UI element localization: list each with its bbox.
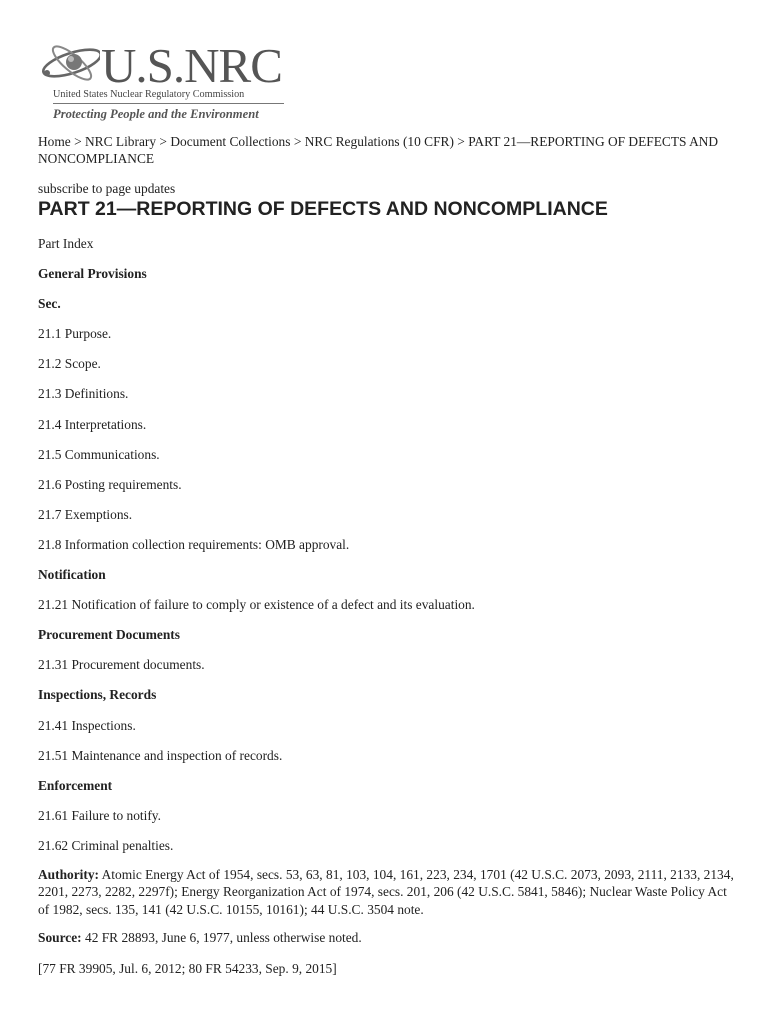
- breadcrumb: [38, 133, 738, 167]
- section-link-21-61[interactable]: 21.61 Failure to notify.: [38, 807, 161, 823]
- section-link-21-3[interactable]: 21.3 Definitions.: [38, 386, 129, 402]
- breadcrumb-document-collections[interactable]: Document Collections: [170, 134, 291, 149]
- logo-subtitle: United States Nuclear Regulatory Commission: [53, 89, 245, 100]
- heading-general-provisions: General Provisions: [38, 266, 147, 282]
- breadcrumb-separator: >: [74, 134, 82, 149]
- source-label: Source:: [38, 930, 82, 945]
- breadcrumb-current: PART 21—REPORTING OF DEFECTS AND NONCOMPLIANCE: [38, 134, 719, 166]
- section-link-21-4[interactable]: 21.4 Interpretations.: [38, 416, 147, 432]
- subscribe-link[interactable]: subscribe to page updates: [38, 181, 176, 196]
- authority-text: Atomic Energy Act of 1954, secs. 53, 63, 81, 103, 104, 161, 223, 234, 1701 (42 U.S.C. 2073, 2093, 2111, 2133, 2134, 2201, 2273, 2282, 2297f); Energy Reorganization Act of 1974, secs. 201, 206 (42 U.S.C. 5841, 5846); Nuclear Waste Policy Act of 1982, secs. 135, 141 (42 U.S.C. 10155, 10161); 44 U.S.C. 3504 note.: [38, 867, 734, 917]
- section-link-21-2[interactable]: 21.2 Scope.: [38, 356, 101, 372]
- authority-note: [38, 866, 738, 918]
- section-link-21-7[interactable]: 21.7 Exemptions.: [38, 506, 133, 522]
- authority-label: Authority:: [38, 867, 99, 882]
- heading-procurement-documents: Procurement Documents: [38, 627, 180, 643]
- section-link-21-41[interactable]: 21.41 Inspections.: [38, 717, 136, 733]
- amendments-note: [77 FR 39905, Jul. 6, 2012; 80 FR 54233, Sep. 9, 2015]: [38, 961, 337, 976]
- nrc-logo[interactable]: [38, 33, 288, 125]
- heading-enforcement: Enforcement: [38, 777, 113, 793]
- part-index-label: Part Index: [38, 236, 94, 251]
- section-link-21-5[interactable]: 21.5 Communications.: [38, 446, 160, 462]
- section-link-21-8[interactable]: 21.8 Information collection requirements: OMB approval.: [38, 536, 350, 552]
- section-link-21-1[interactable]: 21.1 Purpose.: [38, 326, 112, 342]
- breadcrumb-separator: >: [293, 134, 302, 149]
- logo-tagline: Protecting People and the Environment: [53, 107, 259, 121]
- breadcrumb-separator: >: [457, 134, 465, 149]
- breadcrumb-nrc-regulations[interactable]: NRC Regulations (10 CFR): [304, 134, 454, 149]
- part-index: [38, 235, 738, 867]
- section-link-21-31[interactable]: 21.31 Procurement documents.: [38, 657, 205, 673]
- logo-wordmark: U.S.NRC: [101, 38, 282, 93]
- page-title: PART 21—REPORTING OF DEFECTS AND NONCOMPLIANCE: [38, 198, 608, 220]
- section-link-21-51[interactable]: 21.51 Maintenance and inspection of records.: [38, 747, 283, 763]
- breadcrumb-nrc-library[interactable]: NRC Library: [85, 134, 157, 149]
- section-link-21-6[interactable]: 21.6 Posting requirements.: [38, 476, 182, 492]
- breadcrumb-separator: >: [159, 134, 167, 149]
- heading-inspections-records: Inspections, Records: [38, 687, 157, 703]
- section-link-21-62[interactable]: 21.62 Criminal penalties.: [38, 837, 174, 853]
- breadcrumb-home[interactable]: Home: [38, 134, 71, 149]
- source-text: 42 FR 28893, June 6, 1977, unless otherwise noted.: [85, 930, 362, 945]
- heading-notification: Notification: [38, 567, 106, 583]
- section-link-21-21[interactable]: 21.21 Notification of failure to comply or existence of a defect and its evaluation.: [38, 597, 475, 613]
- atom-icon: [38, 33, 100, 95]
- source-note: [38, 930, 738, 946]
- logo-divider: [53, 103, 284, 104]
- heading-sec: Sec.: [38, 296, 61, 312]
